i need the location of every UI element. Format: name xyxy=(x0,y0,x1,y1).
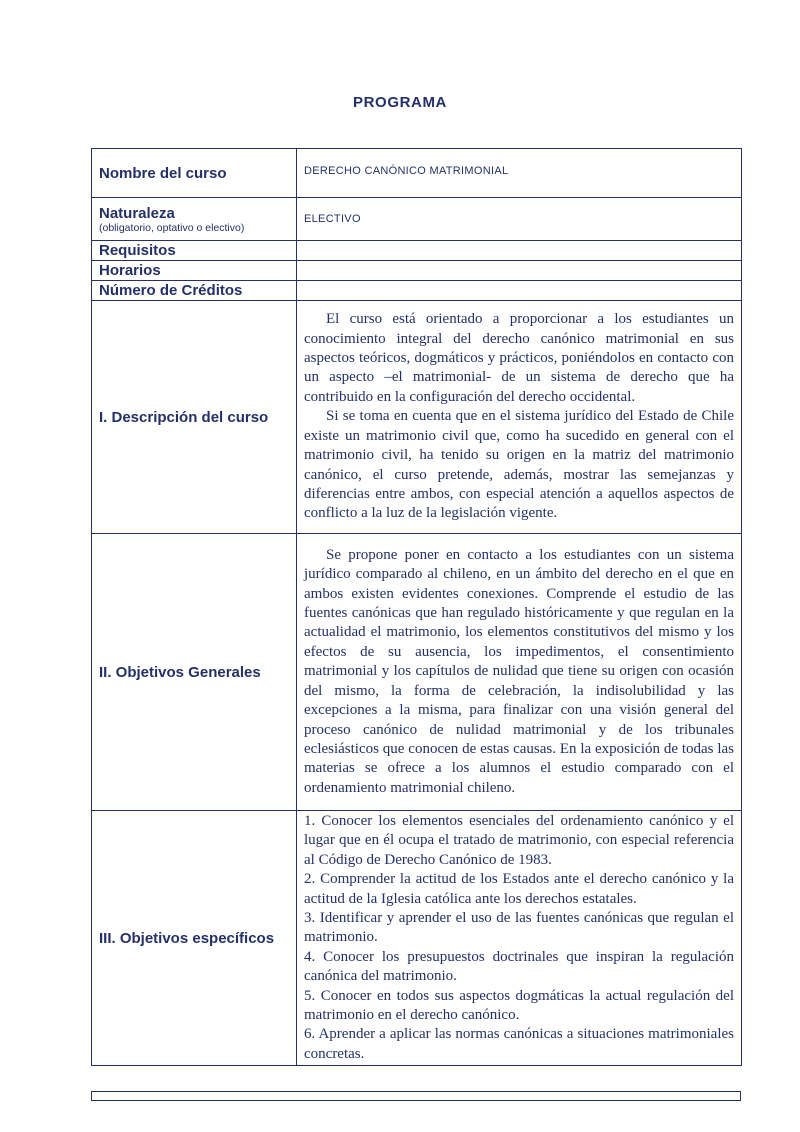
naturaleza-label: Naturaleza xyxy=(99,204,175,222)
objetivo-especifico-item-6: 6. Aprender a aplicar las normas canónicas a situaciones matrimoniales concretas. xyxy=(304,1026,734,1062)
table-row xyxy=(92,301,742,534)
table-row xyxy=(92,261,742,281)
row-content-descripcion-del-curso xyxy=(297,301,742,534)
page-title: PROGRAMA xyxy=(353,94,447,111)
table-row xyxy=(92,811,742,1066)
row-value-numero-de-creditos xyxy=(297,281,742,301)
row-value-horarios xyxy=(297,261,742,281)
descripcion-paragraph-1: El curso está orientado a proporcionar a los estudiantes un conocimiento integral del derecho canónico matrimonial en sus aspectos teóricos, dogmáticos y prácticos, poniéndolos en contacto con un aspecto –el matrimonial- de un sistema de derecho que ha contribuido en la configuración del derecho occidental. xyxy=(304,311,734,405)
objetivo-especifico-item-3: 3. Identificar y aprender el uso de las fuentes canónicas que regulan el matrimonio. xyxy=(304,910,734,946)
row-value-requisitos xyxy=(297,241,742,261)
row-value-nombre-del-curso: DERECHO CANÓNICO MATRIMONIAL xyxy=(297,149,742,198)
row-label-nombre-del-curso: Nombre del curso xyxy=(92,149,297,198)
objetivos-generales-paragraph: Se propone poner en contacto a los estudiantes con un sistema jurídico comparado al chileno, en un ámbito del derecho en el que en ambos existen evidentes conexiones. Comprende el estudio de las fuentes canónicas que han regulado históricamente y que regulan en la actualidad el matrimonio, los elementos constitutivos del mismo y los efectos de su ausencia, los impedimentos, el consentimiento matrimonial y los capítulos de nulidad que tiene su origen con ocasión del mismo, la forma de celebración, la indisolubilidad y las excepciones a la misma, para finalizar con una visión general del proceso canónico de nulidad matrimonial y de los tribunales eclesiásticos que conocen de estas causas. En la exposición de todas las materias se ofrece a los alumnos el estudio comparado con el ordenamiento matrimonial chileno. xyxy=(304,546,734,796)
row-label-descripcion-del-curso: I. Descripción del curso xyxy=(92,301,297,534)
objetivo-especifico-item-5: 5. Conocer en todos sus aspectos dogmáticas la actual regulación del matrimonio en el derecho canónico. xyxy=(304,987,734,1024)
row-label-objetivos-generales: II. Objetivos Generales xyxy=(92,534,297,811)
table-row xyxy=(92,534,742,811)
next-table-row-fragment xyxy=(91,1091,741,1101)
program-table xyxy=(91,148,742,1066)
objetivo-especifico-item-1: 1. Conocer los elementos esenciales del ordenamiento canónico y el lugar que en él ocupa el tratado de matrimonio, con especial referencia al Código de Derecho Canónico de 1983. xyxy=(304,813,734,868)
row-label-horarios: Horarios xyxy=(92,261,297,281)
table-row xyxy=(92,149,742,198)
row-label-numero-de-creditos: Número de Créditos xyxy=(92,281,297,301)
row-label-objetivos-especificos: III. Objetivos específicos xyxy=(92,811,297,1066)
row-content-objetivos-generales xyxy=(297,534,742,811)
table-row xyxy=(92,198,742,241)
table-row xyxy=(92,241,742,261)
row-value-naturaleza: ELECTIVO xyxy=(297,198,742,241)
row-label-requisitos: Requisitos xyxy=(92,241,297,261)
row-label-naturaleza xyxy=(92,198,297,241)
descripcion-paragraph-2: Si se toma en cuenta que en el sistema jurídico del Estado de Chile existe un matrimonio civil que, como ha sucedido en general con el matrimonio civil, ha tenido su origen en la matriz del matrimonio canónico, el curso pretende, además, mostrar las semejanzas y diferencias entre ambos, con especial atención a aquellos aspectos de conflicto a la luz de la legislación vigente. xyxy=(304,408,734,522)
naturaleza-sublabel: (obligatorio, optativo o electivo) xyxy=(99,221,245,234)
row-content-objetivos-especificos xyxy=(297,811,742,1066)
objetivo-especifico-item-4: 4. Conocer los presupuestos doctrinales que inspiran la regulación canónica del matrimonio. xyxy=(304,948,734,985)
table-row xyxy=(92,281,742,301)
objetivo-especifico-item-2: 2. Comprender la actitud de los Estados ante el derecho canónico y la actitud de la Iglesia católica ante los derechos estatales. xyxy=(304,871,734,907)
